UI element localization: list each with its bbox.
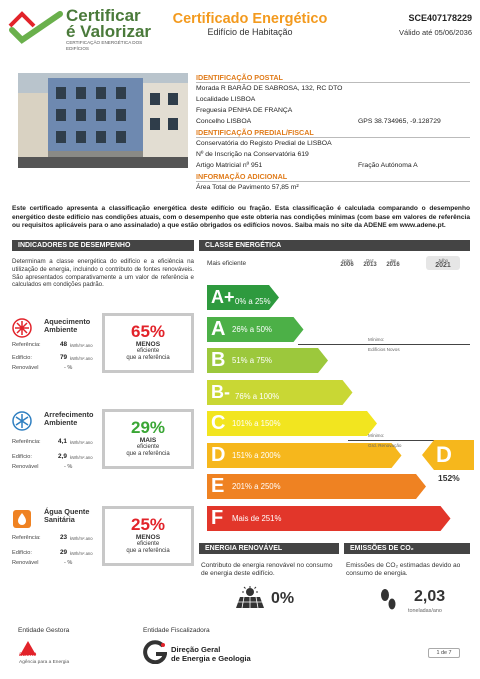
year-2021 [426,256,460,270]
hot-water-icon [12,509,32,529]
energy-class-letter: B- [211,381,230,402]
heating-box [102,313,194,373]
year-2016 [381,258,405,268]
gestora-label: Entidade Gestora [18,627,70,634]
energy-class-range: Mais de 251% [232,513,282,523]
hot-water-title-2: Sanitária [44,515,75,524]
heating-word: MENOS [135,341,161,348]
heating-icon [12,318,32,338]
year-value: 2016 [386,262,400,268]
energy-class-a [207,317,304,342]
classe-heading: CLASSE ENERGÉTICA [199,240,470,251]
cooling-edif-label: Edifício: [12,454,32,460]
heating-ren-value: - % [64,365,73,371]
current-class-value: 152% [438,473,460,483]
energy-class-letter: A+ [211,287,235,307]
heating-title-2: Ambiente [44,325,78,334]
footprint-icon [378,586,398,612]
divider [196,82,470,83]
dgeg-logo-icon [143,640,167,664]
energy-class-letter: C [211,412,226,434]
predial-artigo: Artigo Matricial nº 951 [196,162,263,169]
renovavel-heading: ENERGIA RENOVÁVEL [199,543,339,554]
predial-inscricao: Nº de Inscrição na Conservatória 619 [196,151,309,158]
heating-word2: eficiente [136,348,160,354]
year-value: 2013 [363,262,377,268]
emissoes-text: Emissões de CO₂ estimadas devido ao consumo de energia. [346,562,461,578]
cooling-word2: eficiente [136,444,160,450]
year-label: Dez [366,258,374,263]
logo-line2: é Valorizar [66,22,152,41]
hot-water-ren-label: Renovável [12,560,39,566]
min-novos-label-2: Edifícios Novos [368,347,400,352]
cooling-ref-value: 4,1 [58,438,67,445]
heating-ref-label: Referência: [12,342,41,348]
cooling-icon [12,411,32,431]
cooling-title-2: Ambiente [44,418,78,427]
energy-class-range: 0% a 25% [235,297,271,306]
building-photo [18,73,188,168]
year-label: Antes [341,258,353,263]
emissoes-value: 2,03 [414,588,446,605]
cooling-box [102,409,194,469]
hot-water-word2: eficiente [136,541,160,547]
divider [196,181,470,182]
heating-percentage: 65% [130,322,166,341]
hot-water-note: que a referência [126,548,170,554]
min-novos-label-1: Mínimo: [368,337,385,342]
postal-locality: Localidade LISBOA [196,96,256,103]
hot-water-ren-value: - % [64,560,73,566]
year-value: 2021 [435,262,451,269]
fiscalizadora-label: Entidade Fiscalizadora [143,627,210,634]
cooling-ren-value: - % [64,464,73,470]
cooling-title-1: Arrefecimento [44,410,94,419]
energy-class-letter: E [211,475,225,497]
certificar-logo-icon [8,10,64,46]
cooling-note: que a referência [126,451,170,457]
hot-water-ref-value: 23 [60,534,68,541]
heating-edif-label: Edifício: [12,355,32,361]
predial-heading: IDENTIFICAÇÃO PREDIAL/FISCAL [196,128,314,137]
cooling-ren-label: Renovável [12,464,39,470]
energy-class-c [207,411,377,436]
energy-class-range: 26% a 50% [232,324,272,334]
year-label: Julho [437,258,448,263]
page-number: 1 de 7 [428,648,460,658]
hot-water-ref-unit: kWh/m².ano [70,536,93,541]
adene-name: adene [19,652,37,658]
adene-subtitle: Agência para a Energia [19,660,70,665]
year-label: Jan [389,258,397,263]
energy-class-b [207,348,328,373]
postal-address: Morada R BARÃO DE SABROSA, 132, RC DTO [196,85,343,92]
hot-water-box [102,506,194,566]
indicadores-description: Determinam a classe energética do edifício e a eficiência na utilização de energia, incluindo o contributo de fontes renováveis. São apresentados comparativamente a um valor de referência e calculados em condições padrão. [12,258,194,289]
emissoes-unit: toneladas/ano [408,608,442,614]
year-2006 [335,258,359,268]
cooling-percentage: 29% [130,418,166,437]
indicadores-heading: INDICADORES DE DESEMPENHO [12,240,194,251]
energy-class-letter: F [211,506,224,529]
certificate-subtitle: Edifício de Habitação [207,27,293,37]
energy-class-letter: D [211,443,226,466]
mais-eficiente-label: Mais eficiente [207,260,247,267]
heating-title-1: Aquecimento [44,317,91,326]
min-renov-label-2: Grd. Renovação [368,443,402,448]
hot-water-title-1: Água Quente [44,507,90,516]
year-value: 2006 [340,262,354,268]
divider [196,137,470,138]
dgeg-name-1: Direção Geral [171,645,221,654]
certificate-title: Certificado Energético [172,11,328,27]
heating-ren-label: Renovável [12,365,39,371]
renovavel-value: 0% [271,590,295,607]
energy-class-range: 151% a 200% [232,450,281,460]
energy-class-range: 201% a 250% [232,482,281,491]
postal-gps: GPS 38.734965, -9.128729 [358,118,441,125]
predial-conservatoria: Conservatória do Registo Predial de LISBOA [196,140,332,147]
energy-class-letter: A [211,317,226,340]
energy-class-f [207,506,451,531]
adicional-area: Área Total de Pavimento 57,85 m² [196,184,299,191]
energy-class-range: 101% a 150% [232,419,281,428]
energy-class-b-minus [207,380,353,405]
hot-water-edif-value: 29 [60,549,68,556]
cooling-word: MAIS [139,437,157,444]
cooling-ref-unit: kWh/m².ano [70,440,93,445]
postal-municipality: Concelho LISBOA [196,118,252,125]
heating-ref-unit: kWh/m².ano [70,343,93,348]
postal-heading: IDENTIFICAÇÃO POSTAL [196,73,283,82]
heating-edif-value: 79 [60,354,68,361]
energy-class-letter: B [211,349,226,371]
certificate-code: SCE407178229 [408,13,472,23]
energy-class-range: 51% a 75% [232,356,272,365]
predial-fracao: Fração Autónoma A [358,162,418,169]
intro-text: Este certificado apresenta a classificação energética deste edifício ou fração. Esta classificação é calculada comparando o desempenho energético deste edifício nas condições atuais, com o desempenho que este obteria nas condições mínimas (com base em valores de referência ou requisitos aplicáveis para o ano assinalado) a que estão obrigados os edifícios novos. Saiba mais no site da ADENE em www.adene.pt. [12,205,470,230]
logo-line1: Certificar [66,6,141,25]
solar-panel-icon [232,586,268,610]
hot-water-edif-unit: kWh/m².ano [70,551,93,556]
cooling-edif-unit: kWh/m².ano [70,455,93,460]
logo-subtitle: CERTIFICAÇÃO ENERGÉTICA DOS EDIFÍCIOS [66,40,143,51]
cooling-edif-value: 2,9 [58,453,67,460]
emissoes-heading: EMISSÕES DE CO₂ [344,543,470,554]
certificate-validity: Válido até 05/06/2036 [399,28,472,37]
heating-ref-value: 48 [60,341,68,348]
cooling-ref-label: Referência: [12,439,41,445]
heating-note: que a referência [126,355,170,361]
year-2013 [358,258,382,268]
renovavel-text: Contributo de energia renovável no consumo de energia deste edifício. [201,562,333,578]
min-novos-line [298,344,470,345]
hot-water-percentage: 25% [130,515,166,534]
hot-water-edif-label: Edifício: [12,550,32,556]
heating-edif-unit: kWh/m².ano [70,356,93,361]
adicional-heading: INFORMAÇÃO ADICIONAL [196,172,288,181]
hot-water-ref-label: Referência: [12,535,41,541]
postal-parish: Freguesia PENHA DE FRANÇA [196,107,293,114]
min-renov-label-1: Mínimo: [368,433,385,438]
energy-class-range: 76% a 100% [235,391,280,401]
dgeg-name-2: de Energia e Geologia [171,654,251,663]
energy-class-a-plus [207,285,279,310]
current-class-letter: D [436,442,452,467]
hot-water-word: MENOS [135,534,161,541]
energy-class-e [207,474,426,499]
